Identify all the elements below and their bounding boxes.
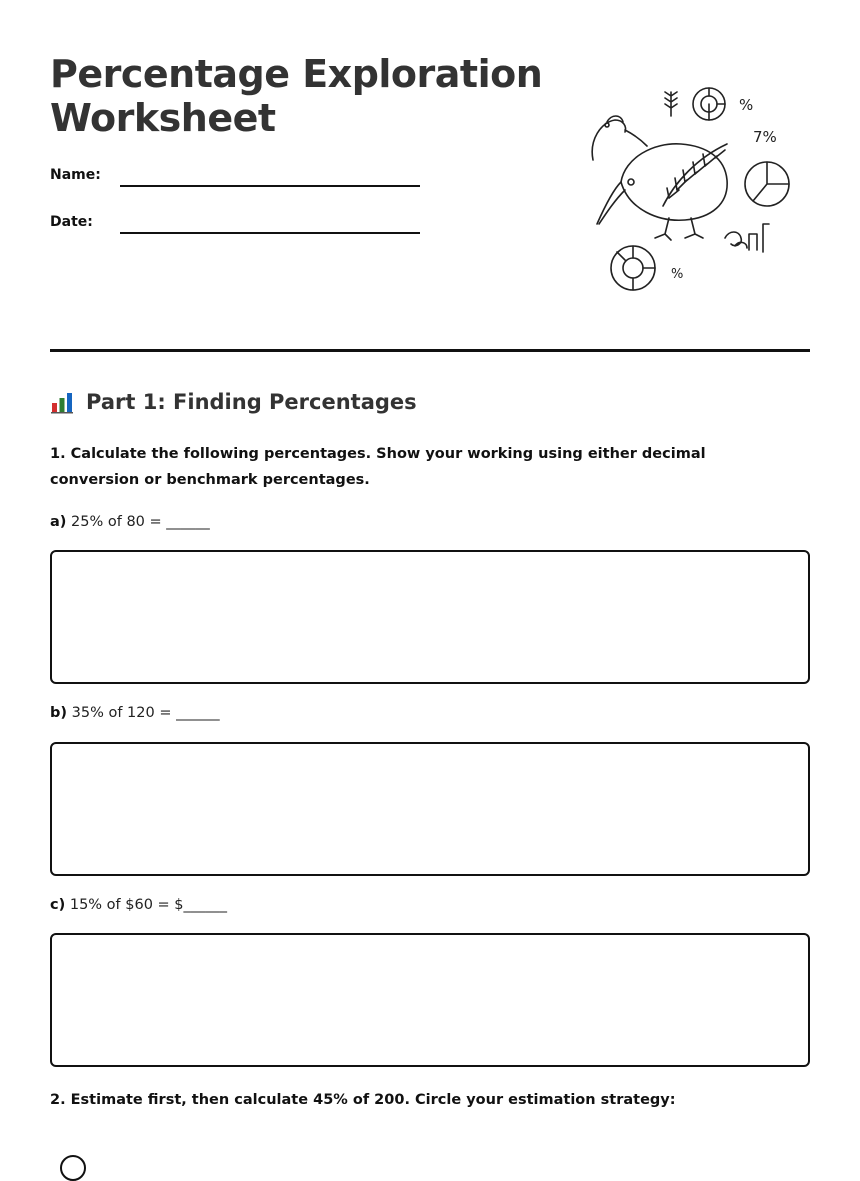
- date-field[interactable]: [50, 214, 430, 244]
- part1-heading: [50, 390, 417, 414]
- percent-label-2: 7%: [753, 128, 777, 146]
- question-1b: [50, 705, 220, 721]
- header-divider: [50, 349, 810, 352]
- strategy-option-radio[interactable]: [60, 1155, 86, 1181]
- date-label: Date:: [50, 214, 93, 230]
- question-1a: [50, 514, 210, 530]
- question-1b-letter: b): [50, 705, 68, 721]
- question-1c-letter: c): [50, 897, 66, 913]
- answer-box-1c[interactable]: [50, 933, 810, 1067]
- question-1c-text: 15% of $60 = $______: [69, 897, 228, 913]
- name-label: Name:: [50, 167, 101, 183]
- part1-title: Part 1: Finding Percentages: [86, 390, 417, 414]
- date-line[interactable]: [120, 232, 420, 234]
- question-1a-text: 25% of 80 = ______: [71, 514, 210, 530]
- question-1c: [50, 897, 227, 913]
- percent-label-3: %: [671, 267, 684, 282]
- question-1a-letter: a): [50, 514, 67, 530]
- worksheet-title: Percentage Exploration Worksheet: [50, 52, 543, 140]
- percent-label-1: %: [739, 96, 754, 114]
- name-field[interactable]: [50, 167, 430, 197]
- bar-chart-icon: [50, 390, 74, 414]
- kiwi-bird-illustration: [585, 78, 805, 298]
- answer-box-1b[interactable]: [50, 742, 810, 876]
- name-line[interactable]: [120, 185, 420, 187]
- question-1-prompt: 1. Calculate the following percentages. Show your working using either decimal conversion or benchmark percentages.: [50, 446, 706, 488]
- question-2-prompt: 2. Estimate first, then calculate 45% of 200. Circle your estimation strategy:: [50, 1092, 676, 1108]
- question-1b-text: 35% of 120 = ______: [71, 705, 220, 721]
- answer-box-1a[interactable]: [50, 550, 810, 684]
